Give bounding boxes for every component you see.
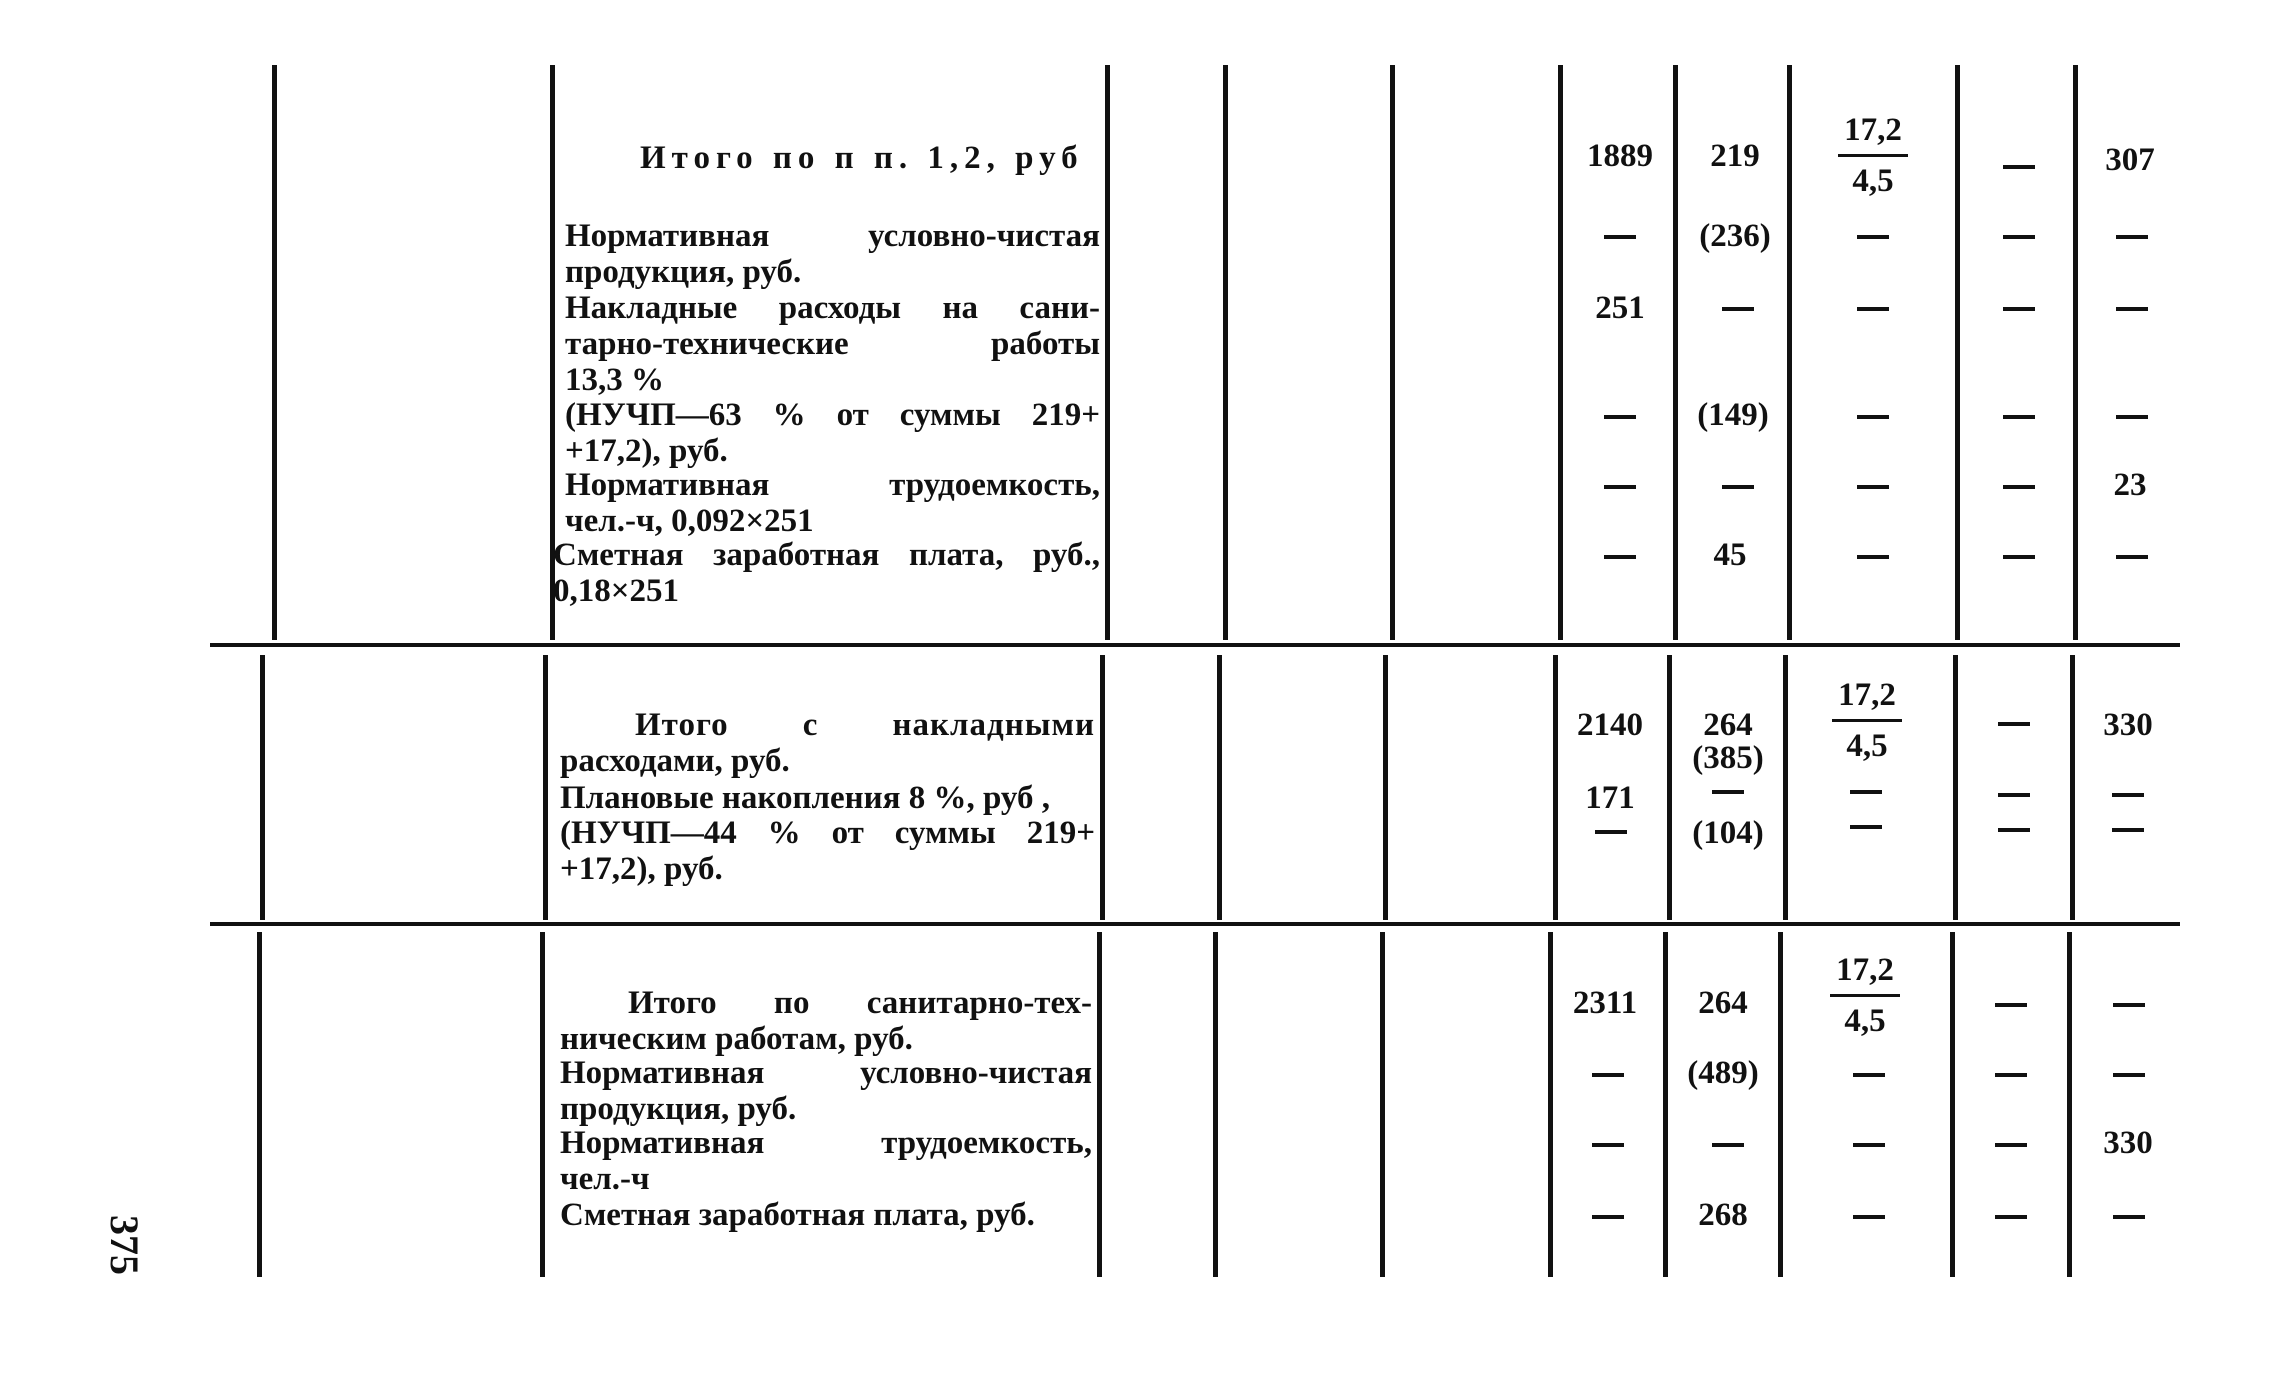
fraction-numerator: 17,2: [1836, 952, 1894, 988]
column-rule: [2070, 655, 2075, 920]
label-line: Плановые накопления 8 %, руб ,: [560, 780, 1050, 816]
dash-mark: [2112, 828, 2144, 832]
label-line: 0,18×251: [553, 573, 680, 609]
label-line: (НУЧП—44 % от суммы 219+: [560, 815, 1095, 851]
dash-mark: [1857, 307, 1889, 311]
row-label: [565, 290, 1100, 398]
label-line: Нормативная условно-чистая: [560, 1055, 1092, 1091]
cell-value: 264: [1703, 707, 1753, 743]
label-line: +17,2), руб.: [565, 433, 728, 469]
dash-mark: [2003, 307, 2035, 311]
cell-value: 1889: [1587, 138, 1653, 174]
label-line: Сметная заработная плата, руб.: [560, 1197, 1035, 1233]
dash-mark: [1712, 1143, 1744, 1147]
cell-value: 171: [1585, 780, 1635, 816]
column-rule: [1548, 932, 1553, 1277]
fraction-bar: [1838, 154, 1908, 157]
cell-value: (149): [1697, 397, 1769, 433]
row-label: [560, 1055, 1092, 1127]
cell-value: (236): [1699, 218, 1771, 254]
column-rule: [1953, 655, 1958, 920]
dash-mark: [1998, 722, 2030, 726]
column-rule: [1955, 65, 1960, 640]
label-line: (НУЧП—63 % от суммы 219+: [565, 397, 1100, 433]
label-line: ническим работам, руб.: [560, 1021, 913, 1057]
row-label: [565, 397, 1100, 469]
label-line: Нормативная трудоемкость,: [565, 467, 1100, 503]
dash-mark: [2112, 793, 2144, 797]
column-rule: [1223, 65, 1228, 640]
dash-mark: [1853, 1143, 1885, 1147]
cell-value: (489): [1687, 1055, 1759, 1091]
column-rule: [1213, 932, 1218, 1277]
column-rule: [272, 65, 277, 640]
cell-value: 2311: [1572, 985, 1638, 1021]
label-line: чел.-ч: [560, 1161, 650, 1197]
dash-mark: [1857, 415, 1889, 419]
row-label: [565, 218, 1100, 290]
column-rule: [1667, 655, 1672, 920]
label-line: Накладные расходы на сани-: [565, 290, 1100, 326]
label-line: Итого по санитарно-тех-: [628, 985, 1092, 1021]
fraction-denominator: 4,5: [1846, 728, 1888, 764]
cell-value: 45: [1713, 537, 1747, 573]
row-label: [640, 140, 1100, 176]
fraction-value: [1812, 675, 1922, 766]
dash-mark: [1592, 1073, 1624, 1077]
row-label: [560, 707, 1095, 779]
fraction-value: [1818, 110, 1928, 201]
cell-value: 2140: [1577, 707, 1643, 743]
row-label: [560, 985, 1092, 1057]
row-label: [560, 815, 1095, 887]
dash-mark: [1857, 485, 1889, 489]
column-rule: [1105, 65, 1110, 640]
dash-mark: [1998, 828, 2030, 832]
cell-value: 219: [1710, 138, 1760, 174]
column-rule: [1380, 932, 1385, 1277]
cell-value: 268: [1698, 1197, 1748, 1233]
dash-mark: [1604, 555, 1636, 559]
cell-value: 264: [1698, 985, 1748, 1021]
fraction-numerator: 17,2: [1844, 112, 1902, 148]
label-line: Итого с накладными: [635, 707, 1095, 743]
column-rule: [543, 655, 548, 920]
dash-mark: [1995, 1215, 2027, 1219]
row-label: [565, 467, 1100, 539]
fraction-bar: [1832, 719, 1902, 722]
column-rule: [1097, 932, 1102, 1277]
dash-mark: [2003, 415, 2035, 419]
cell-value: 330: [2103, 1125, 2153, 1161]
dash-mark: [1995, 1003, 2027, 1007]
dash-mark: [1857, 555, 1889, 559]
column-rule: [257, 932, 262, 1277]
dash-mark: [1592, 1215, 1624, 1219]
dash-mark: [1995, 1073, 2027, 1077]
label-line: 13,3 %: [565, 362, 664, 398]
label-line: Нормативная условно-чистая: [565, 218, 1100, 254]
dash-mark: [2116, 555, 2148, 559]
dash-mark: [2116, 415, 2148, 419]
dash-mark: [1850, 790, 1882, 794]
column-rule: [1778, 932, 1783, 1277]
fraction-denominator: 4,5: [1852, 163, 1894, 199]
dash-mark: [1853, 1073, 1885, 1077]
dash-mark: [1857, 235, 1889, 239]
fraction-denominator: 4,5: [1844, 1003, 1886, 1039]
dash-mark: [1604, 485, 1636, 489]
row-label: [560, 1197, 1092, 1233]
dash-mark: [1592, 1143, 1624, 1147]
column-rule: [1950, 932, 1955, 1277]
column-rule: [1217, 655, 1222, 920]
label-line: Сметная заработная плата, руб.,: [553, 537, 1100, 573]
label-line: тарно-технические работы: [565, 326, 1100, 362]
dash-mark: [1722, 307, 1754, 311]
dash-mark: [2003, 555, 2035, 559]
column-rule: [540, 932, 545, 1277]
dash-mark: [1853, 1215, 1885, 1219]
column-rule: [1390, 65, 1395, 640]
label-line: Нормативная трудоемкость,: [560, 1125, 1092, 1161]
column-rule: [1383, 655, 1388, 920]
label-line: Итого по п п. 1,2, руб: [640, 140, 1084, 176]
dash-mark: [2113, 1003, 2145, 1007]
page-number: 375: [102, 1215, 147, 1275]
cell-value: 251: [1595, 290, 1645, 326]
dash-mark: [1850, 825, 1882, 829]
cell-value: 307: [2105, 142, 2155, 178]
dash-mark: [2003, 165, 2035, 169]
dash-mark: [2113, 1215, 2145, 1219]
column-rule: [260, 655, 265, 920]
fraction-bar: [1830, 994, 1900, 997]
dash-mark: [2003, 235, 2035, 239]
label-line: +17,2), руб.: [560, 851, 723, 887]
row-label: [560, 780, 1095, 816]
row-label: [560, 1125, 1092, 1197]
fraction-numerator: 17,2: [1838, 677, 1896, 713]
dash-mark: [2116, 235, 2148, 239]
dash-mark: [2113, 1073, 2145, 1077]
section-divider: [210, 922, 2180, 926]
dash-mark: [1722, 485, 1754, 489]
label-line: расходами, руб.: [560, 743, 790, 779]
cell-value: 330: [2103, 707, 2153, 743]
label-line: продукция, руб.: [565, 254, 802, 290]
column-rule: [1558, 65, 1563, 640]
dash-mark: [1604, 235, 1636, 239]
column-rule: [2067, 932, 2072, 1277]
label-line: чел.-ч, 0,092×251: [565, 503, 814, 539]
dash-mark: [2003, 485, 2035, 489]
dash-mark: [1998, 793, 2030, 797]
cell-value: (385): [1692, 740, 1764, 776]
dash-mark: [1712, 790, 1744, 794]
dash-mark: [1995, 1143, 2027, 1147]
dash-mark: [1604, 415, 1636, 419]
cell-value: 23: [2113, 467, 2147, 503]
row-label: [553, 537, 1100, 609]
dash-mark: [1595, 830, 1627, 834]
column-rule: [1783, 655, 1788, 920]
fraction-value: [1810, 950, 1920, 1041]
label-line: продукция, руб.: [560, 1091, 797, 1127]
column-rule: [1100, 655, 1105, 920]
cell-value: (104): [1692, 815, 1764, 851]
section-divider: [210, 643, 2180, 647]
dash-mark: [2116, 307, 2148, 311]
